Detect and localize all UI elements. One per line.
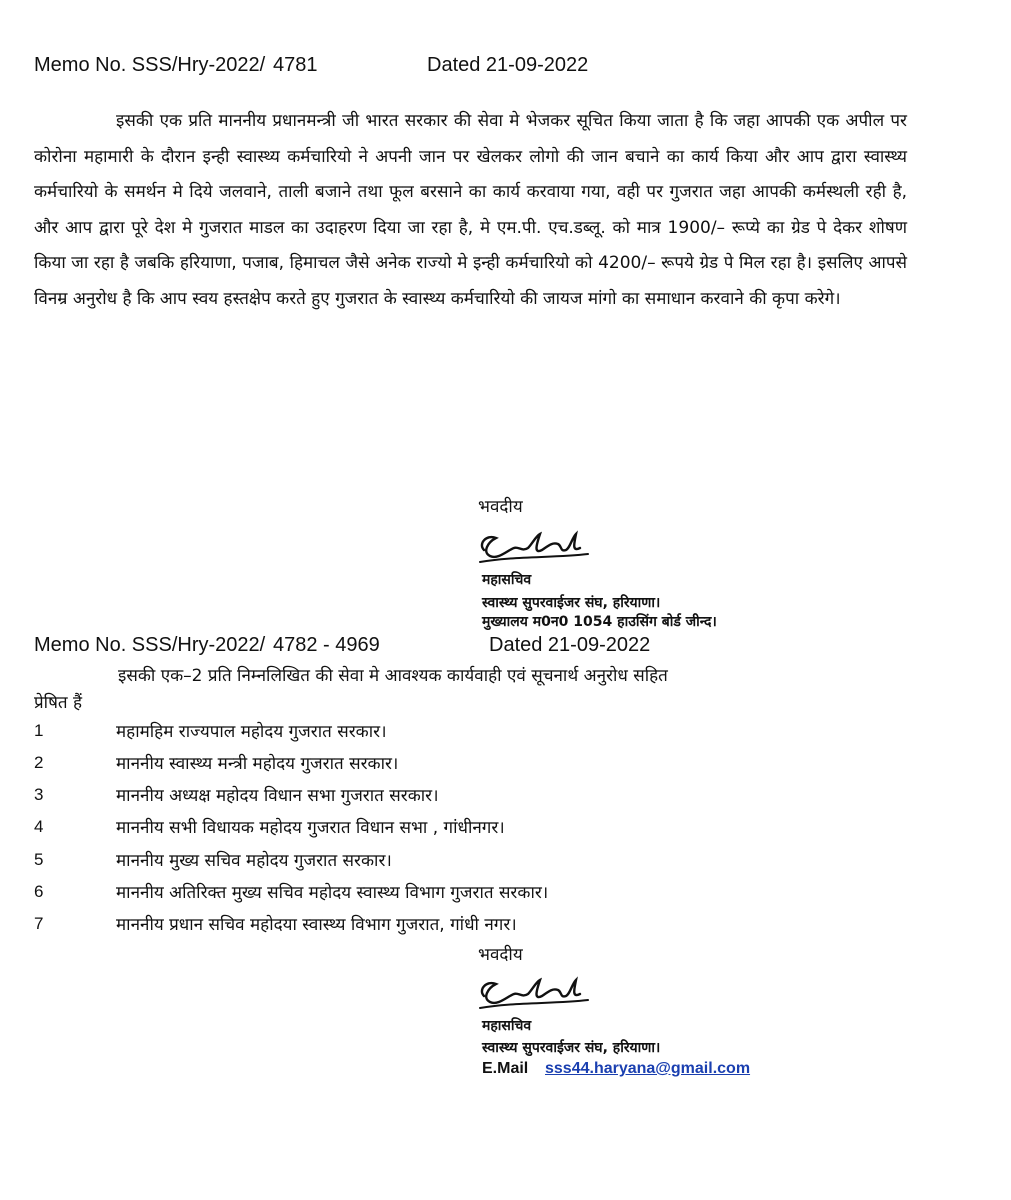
memo-reference: 4782 - 4969	[273, 634, 380, 656]
organization: स्वास्थ्य सुपरवाईजर संघ, हरियाणा।	[482, 1040, 661, 1056]
memo-date: Dated 21-09-2022	[427, 54, 589, 76]
body-paragraph	[34, 104, 907, 318]
recipient-number: 2	[34, 753, 44, 772]
recipient-number: 5	[34, 850, 44, 869]
recipient-item: माननीय सभी विधायक महोदय गुजरात विधान सभा , गांधीनगर।	[116, 818, 505, 838]
recipient-item: माननीय स्वास्थ्य मन्त्री महोदय गुजरात सरकार।	[116, 754, 399, 774]
recipient-item: माननीय अतिरिक्त मुख्य सचिव महोदय स्वास्थ्य विभाग गुजरात सरकार।	[116, 883, 549, 903]
closing: भवदीय	[478, 945, 523, 965]
headquarters: मुख्यालय म0न0 1054 हाउसिंग बोर्ड जीन्द।	[482, 614, 717, 630]
memo-reference: 4781	[273, 54, 318, 76]
signature	[474, 526, 594, 568]
copy-intro: इसकी एक–2 प्रति निम्नलिखित की सेवा मे आवश्यक कार्यवाही एवं सूचनार्थ अनुरोध सहित	[118, 666, 668, 686]
recipient-number: 3	[34, 785, 44, 804]
recipient-number: 4	[34, 817, 44, 836]
memo-number: Memo No. SSS/Hry-2022/	[34, 634, 266, 656]
designation: महासचिव	[482, 572, 532, 588]
recipient-number: 6	[34, 882, 44, 901]
memo-date: Dated 21-09-2022	[489, 634, 651, 656]
email-link[interactable]: sss44.haryana@gmail.com	[545, 1060, 751, 1077]
email-label: E.Mail	[482, 1060, 529, 1077]
signature	[474, 972, 594, 1014]
copy-intro-continued: प्रेषित हैं	[34, 693, 83, 713]
recipient-item: माननीय अध्यक्ष महोदय विधान सभा गुजरात सरकार।	[116, 786, 439, 806]
body-paragraph-text: इसकी एक प्रति माननीय प्रधानमन्त्री जी भारत सरकार की सेवा मे भेजकर सूचित किया जाता है कि जहा आपकी एक अपील पर कोरोना महामारी के दौरान इन्ही स्वास्थ्य कर्मचारियो ने अपनी जान पर खेलकर लोगो की जान बचाने का कार्य किया और आप द्वारा स्वास्थ्य कर्मचारियो के समर्थन मे दिये जलवाने, ताली बजाने तथा फूल बरसाने का कार्य करवाया गया, वही पर गुजरात जहा आपकी कर्मस्थली रही है, और आप द्वारा पूरे देश मे गुजरात माडल का उदाहरण दिया जा रहा है, मे एम.पी. एच.डब्लू. को मात्र 1900/– रूप्ये का ग्रेड पे देकर शोषण किया जा रहा है जबकि हरियाणा, पजाब, हिमाचल जैसे अनेक राज्यो मे इन्ही कर्मचारियो को 4200/– रूपये ग्रेड पे मिल रहा है। इसलिए आपसे विनम्र अनुरोध है कि आप स्वय हस्तक्षेप करते हुए गुजरात के स्वास्थ्य कर्मचारियो की जायज मांगो का समाधान करवाने की कृपा करेगे।	[34, 111, 907, 309]
recipient-item: महामहिम राज्यपाल महोदय गुजरात सरकार।	[116, 722, 387, 742]
recipient-number: 1	[34, 721, 44, 740]
organization: स्वास्थ्य सुपरवाईजर संघ, हरियाणा।	[482, 595, 661, 611]
memo-number: Memo No. SSS/Hry-2022/	[34, 54, 266, 76]
recipient-item: माननीय प्रधान सचिव महोदया स्वास्थ्य विभाग गुजरात, गांधी नगर।	[116, 915, 517, 935]
closing: भवदीय	[478, 497, 523, 517]
recipient-number: 7	[34, 914, 44, 933]
designation: महासचिव	[482, 1018, 532, 1034]
recipient-item: माननीय मुख्य सचिव महोदय गुजरात सरकार।	[116, 851, 392, 871]
